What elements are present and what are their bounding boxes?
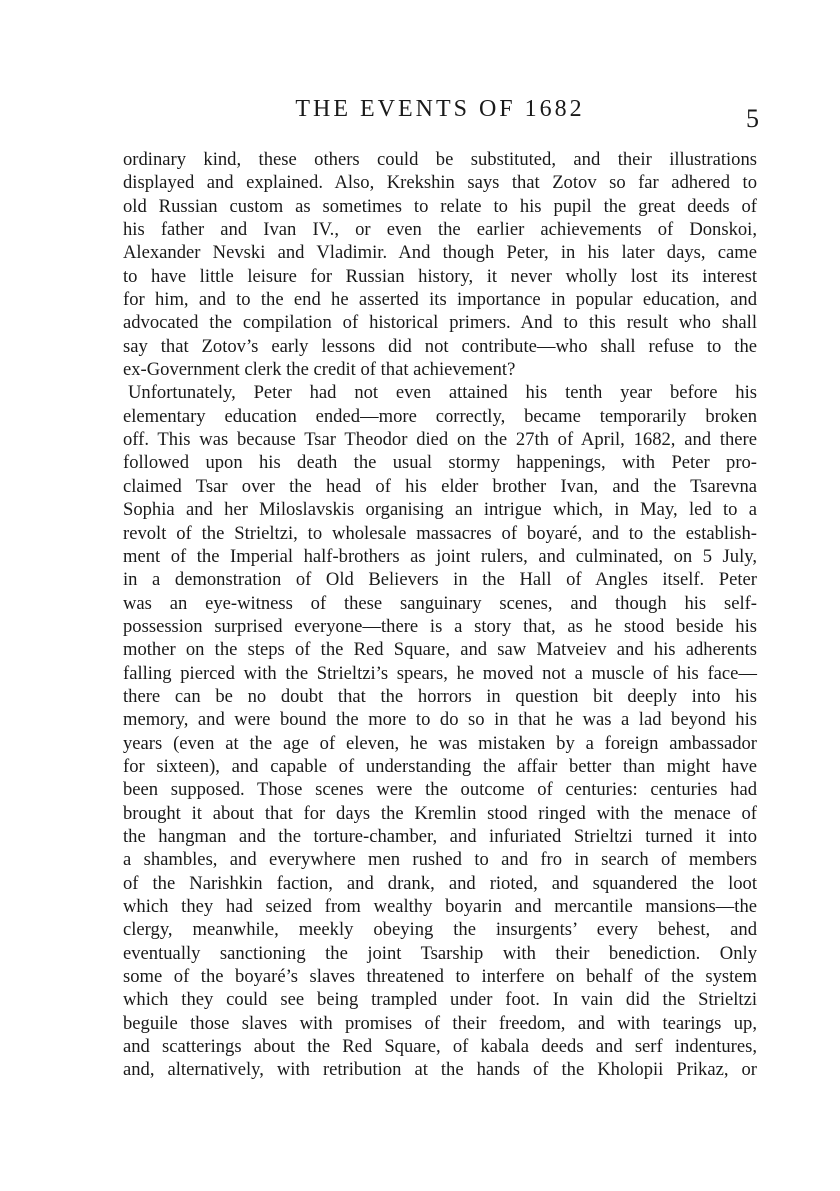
text-line: for sixteen), and capable of understanding the affair better than might have [123, 755, 757, 777]
page-number: 5 [746, 104, 759, 133]
text-line: Unfortunately, Peter had not even attained his tenth year before his [128, 382, 757, 404]
text-line: Alexander Nevski and Vladimir. And though Peter, in his later days, came [123, 242, 757, 264]
text-line: brought it about that for days the Kremlin stood ringed with the menace of [123, 802, 757, 824]
text-line: possession surprised everyone—there is a story that, as he stood beside his [123, 615, 757, 637]
text-line: followed upon his death the usual stormy happenings, with Peter pro- [123, 452, 757, 474]
running-title: THE EVENTS OF 1682 [295, 96, 585, 122]
text-line: ment of the Imperial half-brothers as joint rulers, and culminated, on 5 July, [123, 545, 757, 567]
text-line: elementary education ended—more correctly, became temporarily broken [123, 405, 757, 427]
text-line: in a demonstration of Old Believers in the Hall of Angles itself. Peter [123, 569, 757, 591]
text-line: revolt of the Strieltzi, to wholesale massacres of boyaré, and to the establish- [123, 522, 757, 544]
paragraph-1 [123, 148, 757, 381]
text-line: and scatterings about the Red Square, of kabala deeds and serf indentures, [123, 1036, 757, 1058]
text-line: beguile those slaves with promises of their freedom, and with tearings up, [123, 1012, 757, 1034]
text-line: ex-Government clerk the credit of that achievement? [123, 359, 516, 381]
text-line: and, alternatively, with retribution at the hands of the Kholopii Prikaz, or [123, 1059, 757, 1081]
running-head [123, 96, 757, 136]
text-line: to have little leisure for Russian history, it never wholly lost its interest [123, 265, 757, 287]
text-line: was an eye-witness of these sanguinary scenes, and though his self- [123, 592, 757, 614]
text-line: his father and Ivan IV., or even the earlier achievements of Donskoi, [123, 219, 757, 241]
text-line: say that Zotov’s early lessons did not contribute—who shall refuse to the [123, 335, 757, 357]
text-line: old Russian custom as sometimes to relate to his pupil the great deeds of [123, 195, 757, 217]
text-line: of the Narishkin faction, and drank, and rioted, and squandered the loot [123, 872, 757, 894]
text-line: years (even at the age of eleven, he was mistaken by a foreign ambassador [123, 732, 757, 754]
paragraph-2 [123, 381, 757, 1081]
text-line: ordinary kind, these others could be substituted, and their illustrations [123, 149, 757, 170]
text-line: a shambles, and everywhere men rushed to and fro in search of members [123, 849, 757, 871]
text-line: advocated the compilation of historical primers. And to this result who shall [123, 312, 757, 334]
text-line: claimed Tsar over the head of his elder brother Ivan, and the Tsarevna [123, 475, 757, 497]
text-line: some of the boyaré’s slaves threatened to interfere on behalf of the system [123, 966, 757, 988]
text-line: mother on the steps of the Red Square, and saw Matveiev and his adherents [123, 639, 757, 661]
text-line: clergy, meanwhile, meekly obeying the insurgents’ every behest, and [123, 919, 757, 941]
text-line: there can be no doubt that the horrors in question bit deeply into his [123, 685, 757, 707]
text-line: off. This was because Tsar Theodor died on the 27th of April, 1682, and there [123, 429, 757, 451]
text-line: which they could see being trampled under foot. In vain did the Strieltzi [123, 989, 757, 1011]
body-text [123, 148, 757, 1082]
text-line: memory, and were bound the more to do so in that he was a lad beyond his [123, 709, 757, 731]
text-line: Sophia and her Miloslavskis organising an intrigue which, in May, led to a [123, 499, 757, 521]
text-line: displayed and explained. Also, Krekshin says that Zotov so far adhered to [123, 172, 757, 194]
text-line: the hangman and the torture-chamber, and infuriated Strieltzi turned it into [123, 825, 757, 847]
text-line: for him, and to the end he asserted its importance in popular education, and [123, 289, 757, 311]
text-line: which they had seized from wealthy boyarin and mercantile mansions—the [123, 896, 757, 917]
text-line: eventually sanctioning the joint Tsarship with their benediction. Only [123, 942, 757, 964]
text-line: falling pierced with the Strieltzi’s spears, he moved not a muscle of his face— [123, 662, 757, 684]
text-line: been supposed. Those scenes were the outcome of centuries: centuries had [123, 779, 757, 801]
